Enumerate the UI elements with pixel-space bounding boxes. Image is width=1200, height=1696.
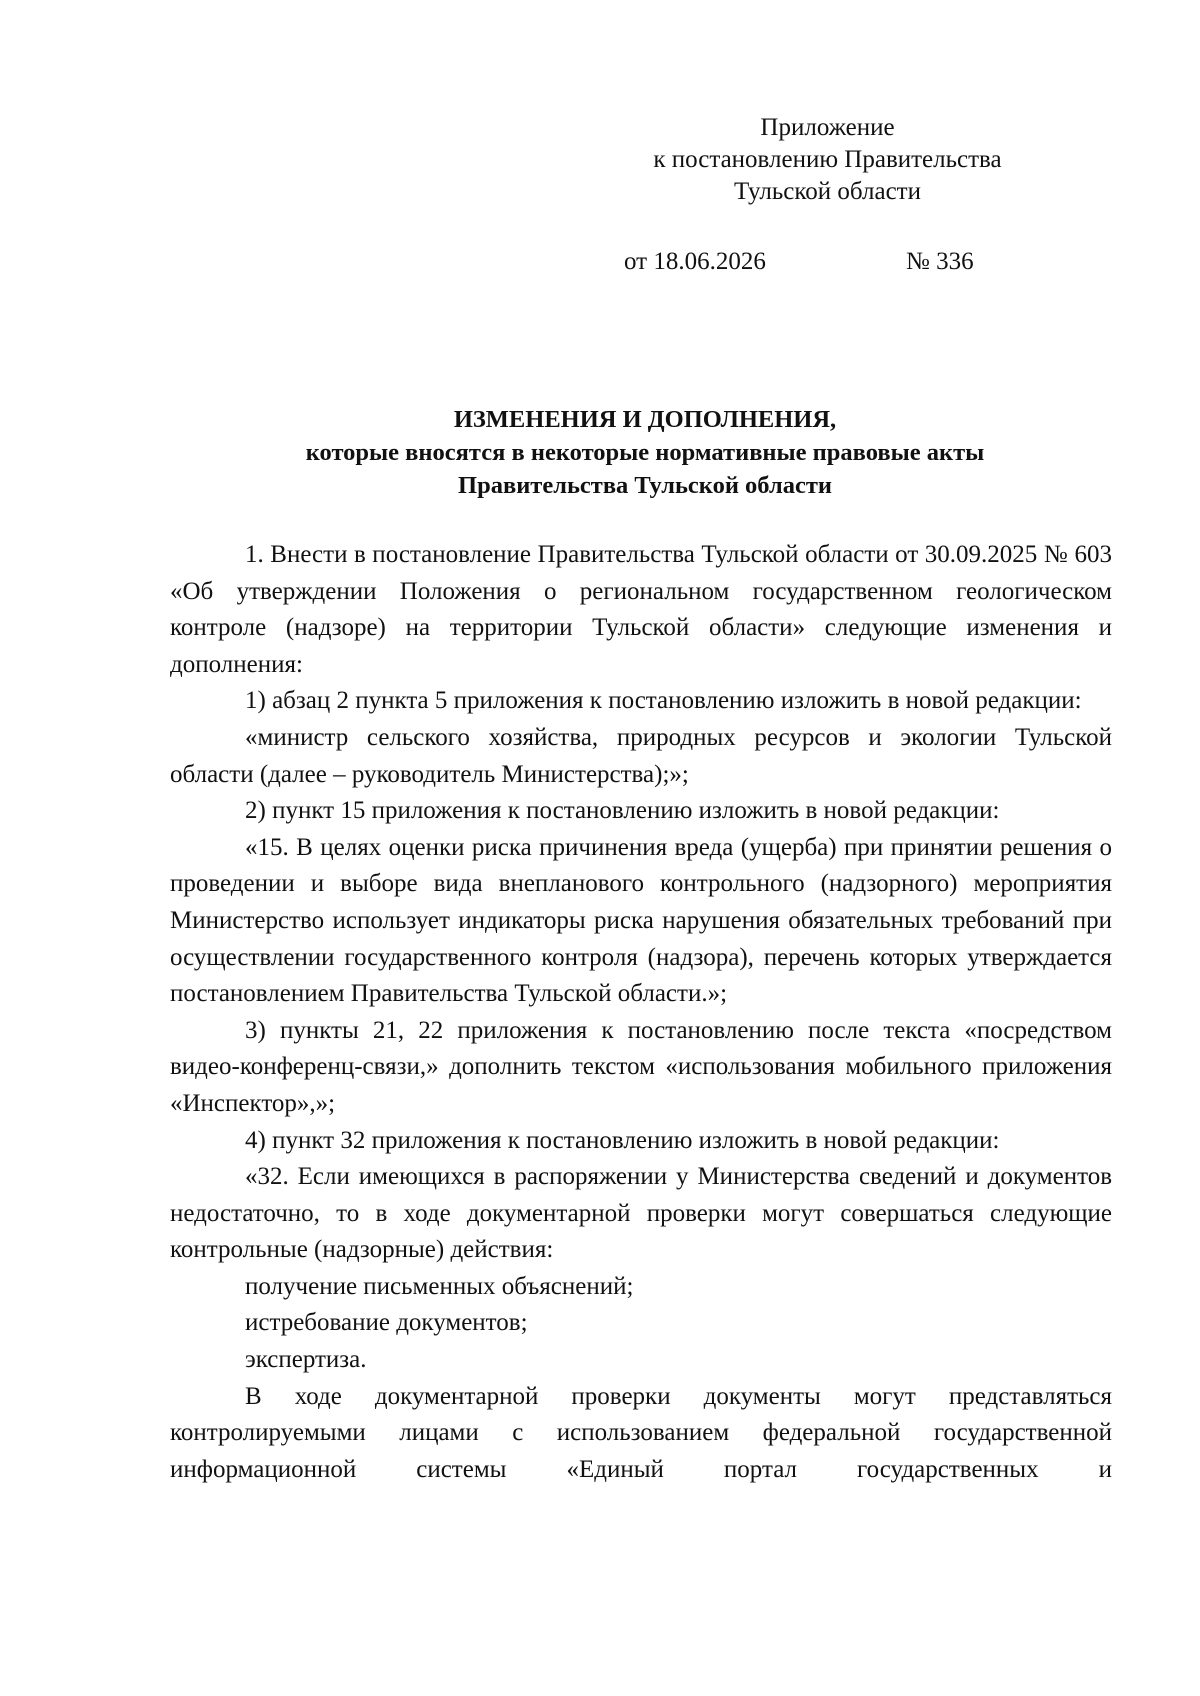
paragraph: 4) пункт 32 приложения к постановлению изложить в новой редакции: xyxy=(245,1126,1000,1154)
resolution-number: № 336 xyxy=(906,248,974,275)
paragraph: истребование документов; xyxy=(245,1309,528,1337)
paragraph: В ходе документарной проверки документы могут представляться контролируемыми лицами с использованием федеральной государственной информационной системы «Единый портал государственных и xyxy=(170,1382,1112,1483)
title-line-3: Правительства Тульской области xyxy=(458,472,832,499)
title-line-1: ИЗМЕНЕНИЯ И ДОПОЛНЕНИЯ, xyxy=(453,406,837,433)
appendix-header xyxy=(600,112,1055,208)
paragraph: «15. В целях оценки риска причинения вреда (ущерба) при принятии решения о проведении и выборе вида внепланового контрольного (надзорного) мероприятия Министерство использует индикаторы риска нарушения обязательных требований при осуществлении государственного контроля (надзора), перечень которых утверждается постановлением Правительства Тульской области.»; xyxy=(170,833,1112,1008)
paragraph: 1) абзац 2 пункта 5 приложения к постановлению изложить в новой редакции: xyxy=(245,687,1082,715)
paragraph: 2) пункт 15 приложения к постановлению изложить в новой редакции: xyxy=(245,797,1000,825)
paragraph: «32. Если имеющихся в распоряжении у Министерства сведений и документов недостаточно, то в ходе документарной проверки могут совершаться следующие контрольные (надзорные) действия: xyxy=(170,1163,1112,1264)
paragraph: экспертиза. xyxy=(245,1346,367,1374)
appendix-region: Тульской области xyxy=(734,178,921,205)
paragraph: получение письменных объяснений; xyxy=(245,1272,634,1300)
resolution-date: от 18.06.2026 xyxy=(624,248,766,275)
appendix-label: Приложение xyxy=(760,114,895,141)
paragraph: 3) пункты 21, 22 приложения к постановлению после текста «посредством видео-конференц-связи,» дополнить текстом «использования мобильного приложения «Инспектор»,»; xyxy=(170,1016,1112,1117)
title-line-2: которые вносятся в некоторые нормативные правовые акты xyxy=(305,439,985,466)
document-title xyxy=(170,403,1120,502)
document-body xyxy=(170,537,1112,1488)
appendix-reference: к постановлению Правительства xyxy=(653,146,1002,173)
paragraph: 1. Внести в постановление Правительства Тульской области от 30.09.2025 № 603 «Об утверждении Положения о региональном государственном геологическом контроле (надзоре) на территории Тульской области» следующие изменения и дополнения: xyxy=(170,541,1112,678)
paragraph: «министр сельского хозяйства, природных ресурсов и экологии Тульской области (далее – руководитель Министерства);»; xyxy=(170,723,1112,788)
